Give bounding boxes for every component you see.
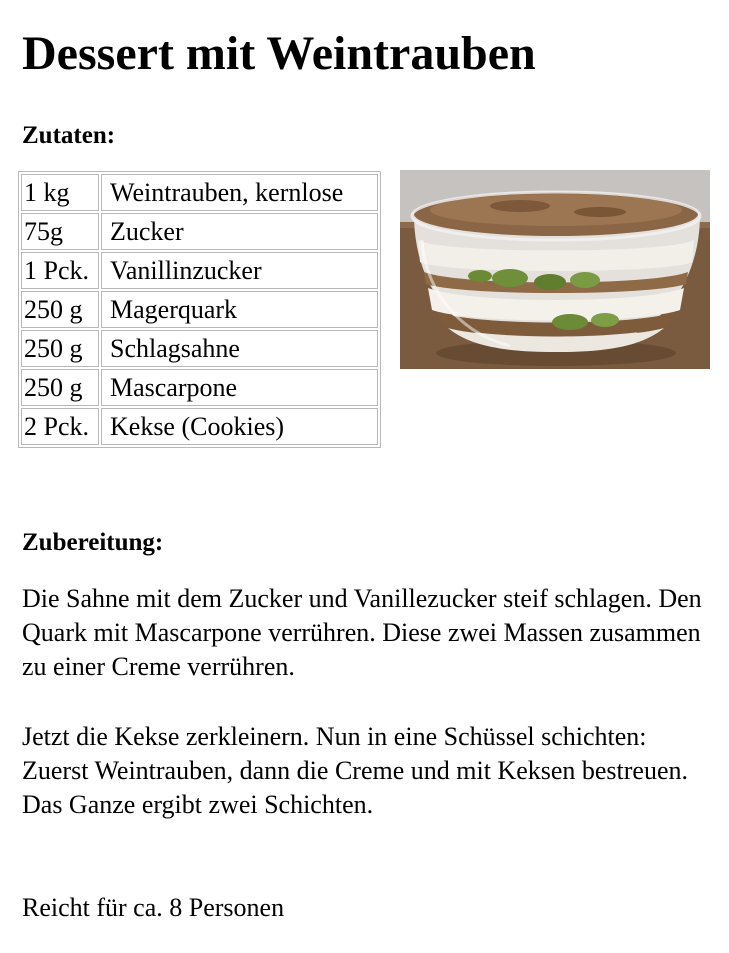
ingredient-name: Schlagsahne [101,330,378,367]
ingredient-name: Mascarpone [101,369,378,406]
recipe-title: Dessert mit Weintrauben [22,27,536,80]
ingredient-name: Zucker [101,213,378,250]
preparation-step: Die Sahne mit dem Zucker und Vanillezucker steif schlagen. Den Quark mit Mascarpone verrühren. Diese zwei Massen zusammen zu einer Creme verrühren. [22,584,702,681]
ingredient-name: Magerquark [101,291,378,328]
preparation-heading: Zubereitung: [22,529,164,556]
dessert-photo [400,170,710,369]
ingredient-quantity: 250 g [21,291,99,328]
ingredients-table [18,171,381,448]
ingredients-heading: Zutaten: [22,122,116,149]
table-row [21,408,378,445]
ingredient-quantity: 75g [21,213,99,250]
ingredient-name: Kekse (Cookies) [101,408,378,445]
table-row [21,330,378,367]
table-row [21,369,378,406]
table-row [21,291,378,328]
table-row [21,174,378,211]
ingredient-quantity: 1 kg [21,174,99,211]
table-row [21,213,378,250]
table-row [21,252,378,289]
ingredient-name: Vanillinzucker [101,252,378,289]
servings-text: Reicht für ca. 8 Personen [22,893,285,922]
ingredient-quantity: 250 g [21,369,99,406]
ingredient-quantity: 2 Pck. [21,408,99,445]
ingredient-quantity: 1 Pck. [21,252,99,289]
ingredient-name: Weintrauben, kernlose [101,174,378,211]
ingredient-quantity: 250 g [21,330,99,367]
preparation-step: Jetzt die Kekse zerkleinern. Nun in eine Schüssel schichten: Zuerst Weintrauben, dann die Creme und mit Keksen bestreuen. Das Ganze ergibt zwei Schichten. [22,722,689,819]
